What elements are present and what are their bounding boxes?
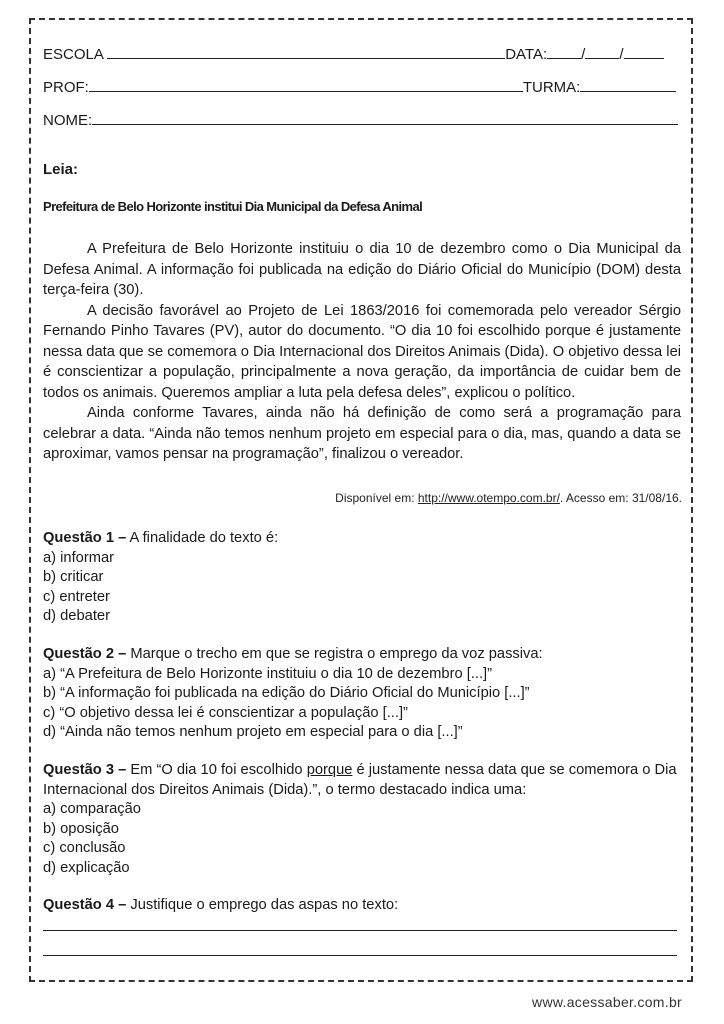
option-b[interactable]: b) criticar <box>43 569 104 585</box>
question-1 <box>43 529 681 627</box>
date-separator: / <box>581 46 586 63</box>
school-field[interactable] <box>107 44 505 59</box>
article-paragraph: A decisão favorável ao Projeto de Lei 1863/2016 foi comemorada pelo vereador Sérgio Fernando Pinho Tavares (PV), autor do documento. “O dia 10 foi escolhido porque é justamente nessa data que se comemora o Dia Internacional dos Direitos Animais (Dida). O objetivo dessa lei é conscientizar a população, principalmente a nova geração, da importância de cuidar bem de todos os animais. Queremos ampliar a luta pela defesa deles”, explicou o político. <box>43 302 681 401</box>
option-c[interactable]: c) “O objetivo dessa lei é conscientizar a população [...]” <box>43 704 408 721</box>
school-label: ESCOLA <box>43 46 104 63</box>
answer-line[interactable] <box>43 955 677 956</box>
date-label: DATA: <box>505 46 548 63</box>
name-label: NOME: <box>43 112 93 129</box>
question-4 <box>43 896 681 916</box>
class-field[interactable] <box>580 77 676 92</box>
date-day-field[interactable] <box>547 44 581 59</box>
article-source <box>335 491 682 505</box>
teacher-field[interactable] <box>89 77 523 92</box>
source-link[interactable]: http://www.otempo.com.br/ <box>417 491 560 505</box>
question-prompt: Marque o trecho em que se registra o emprego da voz passiva: <box>126 646 543 662</box>
highlighted-term: porque <box>306 762 353 778</box>
date-separator: / <box>619 46 624 63</box>
question-prompt-after: é justamente nessa data que se comemora o Dia Internacional dos Direitos Animais (Dida).”, o termo destacado indica uma: <box>43 762 677 798</box>
article-body <box>43 239 681 465</box>
option-b[interactable]: b) oposição <box>43 820 119 837</box>
question-label: Questão 4 – <box>43 897 127 913</box>
article-paragraph: A Prefeitura de Belo Horizonte instituiu o dia 10 de dezembro como o Dia Municipal da Defesa Animal. A informação foi publicada na edição do Diário Oficial do Município (DOM) desta terça-feira (30). <box>43 241 681 298</box>
class-label: TURMA: <box>522 79 581 96</box>
question-3 <box>43 761 681 878</box>
article-paragraph: Ainda conforme Tavares, ainda não há definição de como será a programação para celebrar a data. “Ainda não temos nenhum projeto em especial para o dia, mas, quando a data se aproximar, vamos pensar na programação”, finalizou o vereador. <box>43 405 681 462</box>
option-a[interactable]: a) comparação <box>43 801 141 817</box>
option-d[interactable]: d) “Ainda não temos nenhum projeto em especial para o dia [...]” <box>43 724 463 740</box>
option-d[interactable]: d) explicação <box>43 859 130 876</box>
option-a[interactable]: a) “A Prefeitura de Belo Horizonte instituiu o dia 10 de dezembro [...]” <box>43 665 493 682</box>
source-prefix: Disponível em: <box>335 491 418 505</box>
option-b[interactable]: b) “A informação foi publicada na edição do Diário Oficial do Município [...]” <box>43 685 530 701</box>
teacher-row <box>43 77 680 97</box>
footer-website: www.acessaber.com.br <box>532 994 682 1010</box>
question-2 <box>43 645 681 743</box>
option-a[interactable]: a) informar <box>43 549 115 566</box>
school-row <box>43 44 680 64</box>
question-prompt: A finalidade do texto é: <box>126 530 279 546</box>
name-field[interactable] <box>92 110 678 125</box>
date-year-field[interactable] <box>624 44 664 59</box>
question-prompt: Justifique o emprego das aspas no texto: <box>126 897 399 913</box>
source-suffix: . Acesso em: 31/08/16. <box>559 491 682 505</box>
reading-label: Leia: <box>43 161 79 178</box>
name-row <box>43 110 680 130</box>
answer-line[interactable] <box>43 930 677 931</box>
question-label: Questão 1 – <box>43 530 127 546</box>
teacher-label: PROF: <box>43 79 89 96</box>
date-month-field[interactable] <box>585 44 619 59</box>
option-c[interactable]: c) entreter <box>43 588 110 605</box>
option-d[interactable]: d) debater <box>43 608 110 624</box>
article-headline: Prefeitura de Belo Horizonte institui Dia Municipal da Defesa Animal <box>43 199 423 214</box>
question-label: Questão 2 – <box>43 646 127 662</box>
question-prompt-before: Em “O dia 10 foi escolhido <box>126 762 307 778</box>
question-label: Questão 3 – <box>43 762 127 778</box>
option-c[interactable]: c) conclusão <box>43 840 126 856</box>
